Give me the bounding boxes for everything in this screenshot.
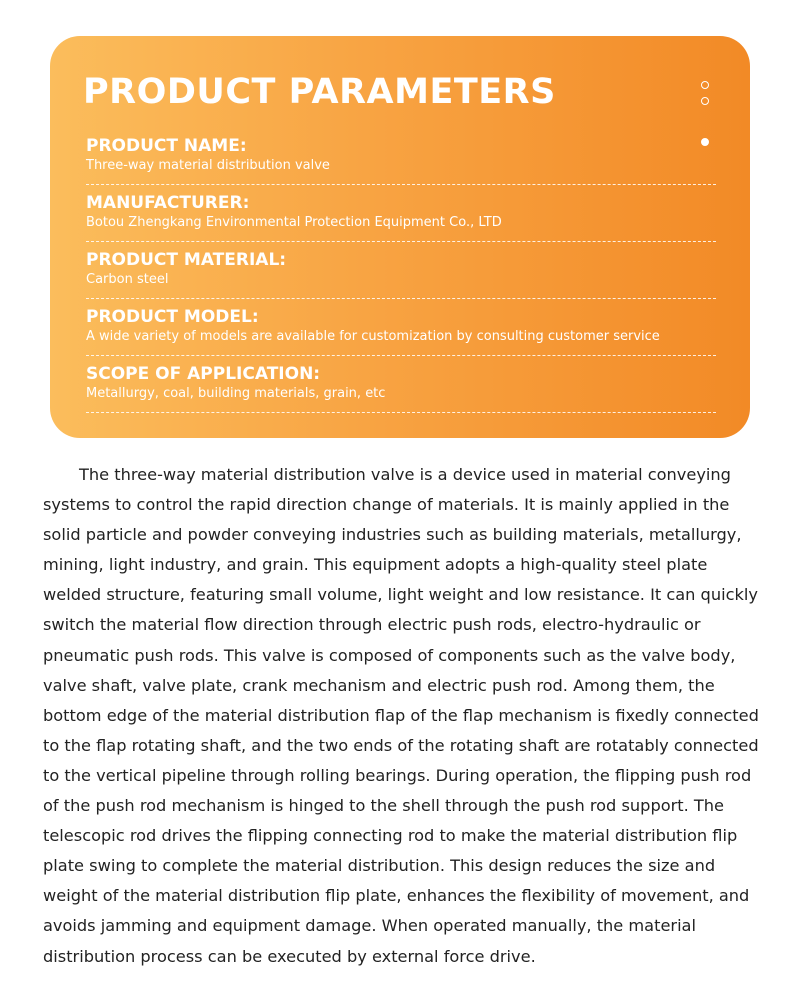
param-label: SCOPE OF APPLICATION: (86, 364, 321, 384)
param-product-material (86, 250, 716, 299)
param-scope-of-application (86, 364, 716, 413)
param-product-model (86, 307, 716, 356)
param-value: Three-way material distribution valve (86, 158, 330, 173)
card-title: PRODUCT PARAMETERS (83, 72, 556, 112)
ring-dot-icon (701, 81, 709, 89)
param-value: A wide variety of models are available for customization by consulting customer service (86, 329, 660, 344)
param-label: MANUFACTURER: (86, 193, 250, 213)
param-label: PRODUCT MATERIAL: (86, 250, 287, 270)
param-label: PRODUCT NAME: (86, 136, 247, 156)
param-label: PRODUCT MODEL: (86, 307, 259, 327)
param-value: Botou Zhengkang Environmental Protection Equipment Co., LTD (86, 215, 502, 230)
param-manufacturer (86, 193, 716, 242)
product-parameters-card (50, 36, 750, 438)
param-value: Metallurgy, coal, building materials, grain, etc (86, 386, 386, 401)
ring-dot-icon (701, 97, 709, 105)
param-product-name (86, 136, 716, 185)
product-description: The three-way material distribution valve is a device used in material conveying systems to control the rapid direction change of materials. It is mainly applied in the solid particle and powder conveying industries such as building materials, metallurgy, mining, light industry, and grain. This equipment adopts a high-quality steel plate welded structure, featuring small volume, light weight and low resistance. It can quickly switch the material flow direction through electric push rods, electro-hydraulic or pneumatic push rods. This valve is composed of components such as the valve body, valve shaft, valve plate, crank mechanism and electric push rod. Among them, the bottom edge of the material distribution flap of the flap mechanism is fixedly connected to the flap rotating shaft, and the two ends of the rotating shaft are rotatably connected to the vertical pipeline through rolling bearings. During operation, the flipping push rod of the push rod mechanism is hinged to the shell through the push rod support. The telescopic rod drives the flipping connecting rod to make the material distribution flip plate swing to complete the material distribution. This design reduces the size and weight of the material distribution flip plate, enhances the flexibility of movement, and avoids jamming and equipment damage. When operated manually, the material distribution process can be executed by external force drive. (43, 465, 759, 966)
param-value: Carbon steel (86, 272, 169, 287)
